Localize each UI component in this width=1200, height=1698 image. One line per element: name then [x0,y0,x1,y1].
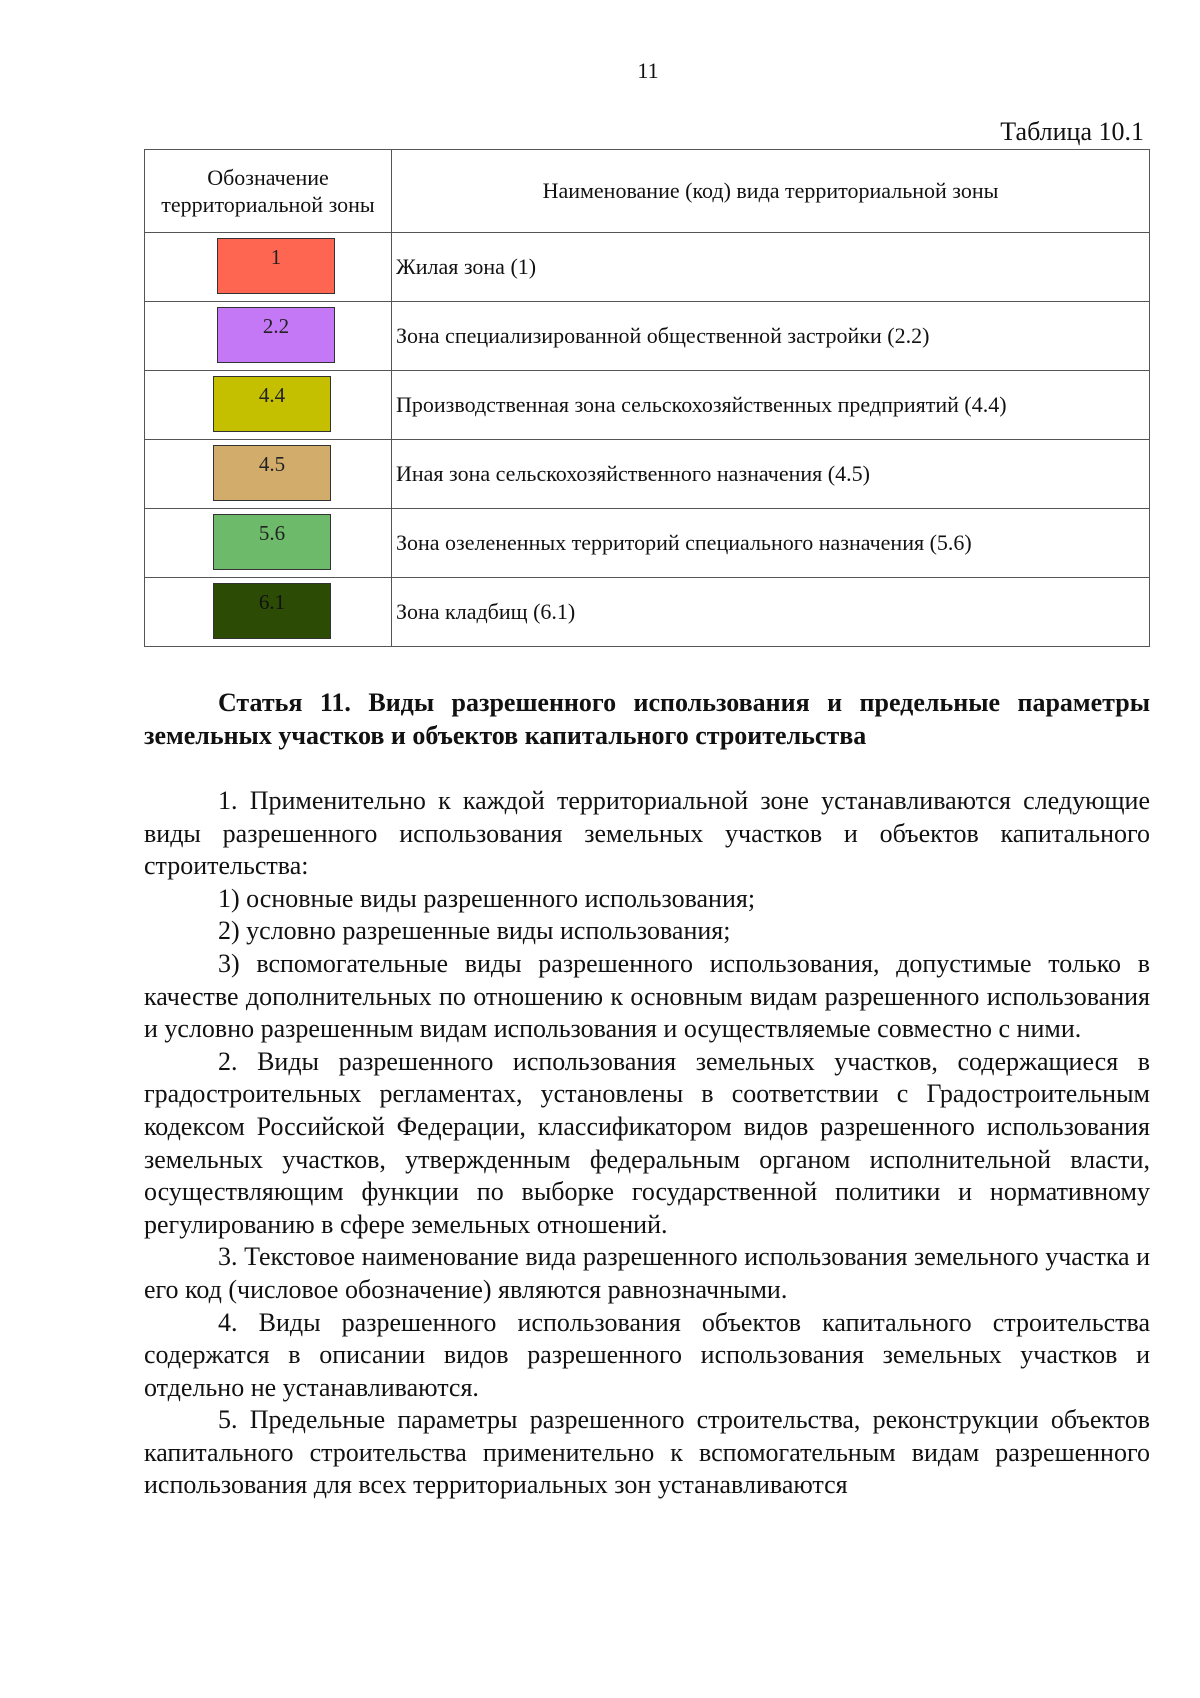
table-row [145,233,1150,302]
table-row [145,578,1150,647]
table-row [145,440,1150,509]
header-name-column: Наименование (код) вида территориальной зоны [392,150,1150,233]
article-heading: Статья 11. Виды разрешенного использования и предельные параметры земельных участков и объектов капитального строительства [144,688,1150,750]
zone-code-cell [145,302,392,371]
zone-color-swatch: 1 [217,238,335,294]
header-code-column: Обозначение территориальной зоны [145,150,392,233]
page-number: 11 [637,58,659,83]
paragraph: 1) основные виды разрешенного использования; [218,883,756,913]
zone-code-cell [145,371,392,440]
paragraph: 5. Предельные параметры разрешенного строительства, реконструкции объектов капитального строительства применительно к вспомогательным видам разрешенного использования для всех территориальных зон устанавливаются [144,1405,1150,1500]
zone-name-cell: Жилая зона (1) [392,233,1150,302]
zone-name-cell: Производственная зона сельскохозяйственных предприятий (4.4) [392,371,1150,440]
table-row [145,509,1150,578]
zone-code-cell [145,233,392,302]
zone-name-cell: Зона кладбищ (6.1) [392,578,1150,647]
zone-name-cell: Зона озелененных территорий специального назначения (5.6) [392,509,1150,578]
zone-color-swatch: 5.6 [213,514,331,570]
table-caption: Таблица 10.1 [1000,117,1144,146]
paragraph: 3. Текстовое наименование вида разрешенного использования земельного участка и его код (числовое обозначение) являются равнозначными. [144,1242,1150,1304]
table-header-row [145,150,1150,233]
zone-color-swatch: 6.1 [213,583,331,639]
paragraph: 2) условно разрешенные виды использования; [218,916,731,946]
paragraph: 4. Виды разрешенного использования объектов капитального строительства содержатся в описании видов разрешенного использования земельных участков и отдельно не устанавливаются. [144,1307,1150,1402]
zone-code-cell [145,509,392,578]
paragraph: 3) вспомогательные виды разрешенного использования, допустимые только в качестве дополнительных по отношению к основным видам разрешенного использования и условно разрешенным видам использования и осуществляемые совместно с ними. [144,948,1150,1044]
zone-color-swatch: 4.5 [213,445,331,501]
table-row [145,302,1150,371]
zone-name-cell: Зона специализированной общественной застройки (2.2) [392,302,1150,371]
zone-code-cell [145,578,392,647]
paragraph: 2. Виды разрешенного использования земельных участков, содержащиеся в градостроительных регламентах, установлены в соответствии с Градостроительным кодексом Российской Федерации, классификатором видов разрешенного использования земельных участков, утвержденным федеральным органом исполнительной власти, осуществляющим функции по выборке государственной политики и нормативному регулированию в сфере земельных отношений. [144,1046,1150,1239]
paragraph: 1. Применительно к каждой территориальной зоне устанавливаются следующие виды разрешенного использования земельных участков и объектов капитального строительства: [144,786,1150,881]
zone-color-swatch: 2.2 [217,307,335,363]
zone-color-swatch: 4.4 [213,376,331,432]
zone-legend-table [144,149,1150,647]
zone-code-cell [145,440,392,509]
table-row [145,371,1150,440]
zone-name-cell: Иная зона сельскохозяйственного назначения (4.5) [392,440,1150,509]
article-body [144,785,1150,1502]
